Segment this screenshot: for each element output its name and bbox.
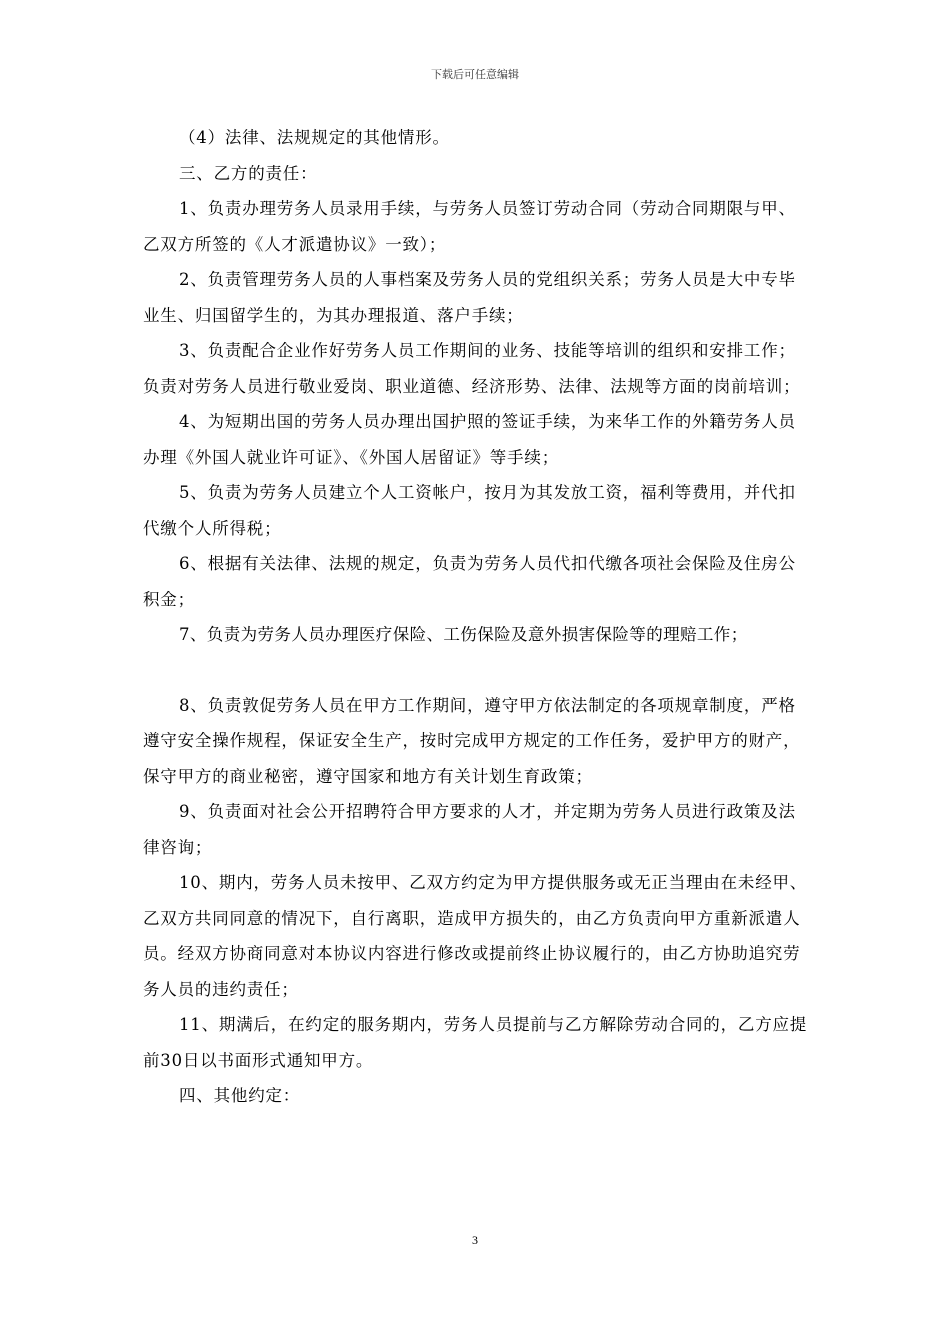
clause-b-4: 4、为短期出国的劳务人员办理出国护照的签证手续，为来华工作的外籍劳务人员办理《外国人就业许可证》、《外国人居留证》等手续； xyxy=(143,412,796,467)
clause-b-7: 7、负责为劳务人员办理医疗保险、工伤保险及意外损害保险等的理赔工作； xyxy=(179,625,748,644)
clause-b-5: 5、负责为劳务人员建立个人工资帐户，按月为其发放工资，福利等费用，并代扣代缴个人所得税； xyxy=(143,483,796,538)
clause-4-other-circumstances: （4）法律、法规规定的其他情形。 xyxy=(179,128,450,147)
clause-b-6: 6、根据有关法律、法规的规定，负责为劳务人员代扣代缴各项社会保险及住房公积金； xyxy=(143,554,796,609)
clause-b-10: 10、期内，劳务人员未按甲、乙双方约定为甲方提供服务或无正当理由在未经甲、乙双方共同同意的情况下，自行离职，造成甲方损失的，由乙方负责向甲方重新派遣人员。经双方协商同意对本协议内容进行修改或提前终止协议履行的，由乙方协助追究劳务人员的违约责任； xyxy=(143,873,808,999)
section-heading-other-agreements: 四、其他约定： xyxy=(179,1086,301,1105)
clause-b-9: 9、负责面对社会公开招聘符合甲方要求的人才，并定期为劳务人员进行政策及法律咨询； xyxy=(143,802,796,857)
blank-line xyxy=(143,653,811,688)
clause-b-3: 3、负责配合企业作好劳务人员工作期间的业务、技能等培训的组织和安排工作；负责对劳务人员进行敬业爱岗、职业道德、经济形势、法律、法规等方面的岗前培训； xyxy=(143,341,801,396)
page-number: 3 xyxy=(472,1233,478,1247)
section-heading-party-b-responsibilities: 三、乙方的责任： xyxy=(179,163,318,183)
header-note: 下载后可任意编辑 xyxy=(431,68,519,81)
document-body xyxy=(143,120,811,1114)
clause-b-1: 1、负责办理劳务人员录用手续，与劳务人员签订劳动合同（劳动合同期限与甲、乙双方所签的《人才派遣协议》一致）； xyxy=(143,199,796,254)
clause-b-2: 2、负责管理劳务人员的人事档案及劳务人员的党组织关系；劳务人员是大中专毕业生、归国留学生的，为其办理报道、落户手续； xyxy=(143,270,796,325)
clause-b-11: 11、期满后，在约定的服务期内，劳务人员提前与乙方解除劳动合同的，乙方应提前30日以书面形式通知甲方。 xyxy=(143,1015,808,1070)
clause-b-8: 8、负责敦促劳务人员在甲方工作期间，遵守甲方依法制定的各项规章制度，严格遵守安全操作规程，保证安全生产，按时完成甲方规定的工作任务，爱护甲方的财产，保守甲方的商业秘密，遵守国家和地方有关计划生育政策； xyxy=(143,695,801,786)
